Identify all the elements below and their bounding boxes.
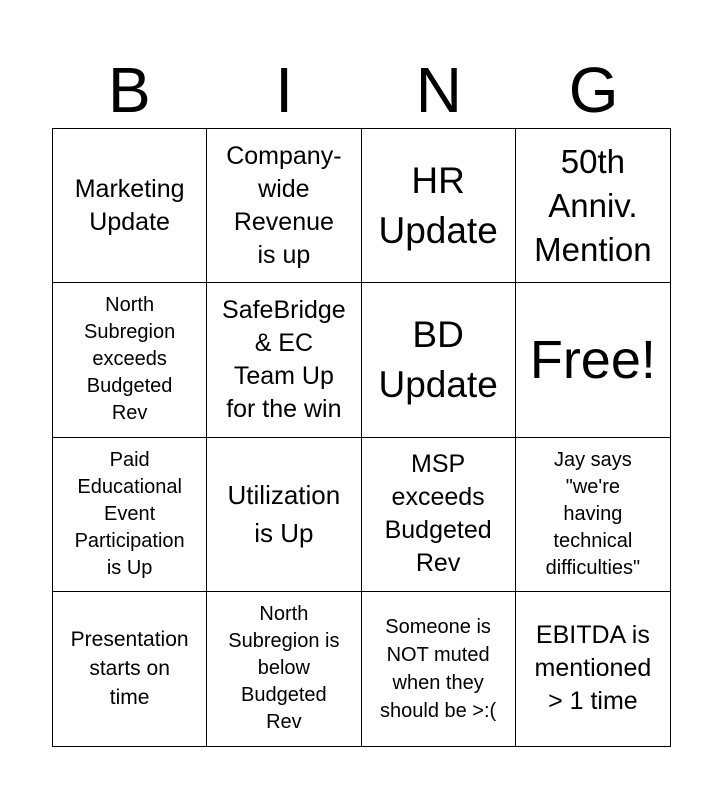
- bingo-cell[interactable]: [362, 283, 516, 437]
- bingo-cell[interactable]: [516, 129, 670, 283]
- bingo-cell[interactable]: [207, 592, 361, 746]
- header-letter-n: N: [415, 54, 462, 126]
- cell-text: BD Update: [378, 313, 498, 405]
- bingo-cell[interactable]: [53, 129, 207, 283]
- cell-text: Presentation starts on time: [70, 628, 189, 710]
- bingo-cell[interactable]: [516, 438, 670, 592]
- free-space-cell[interactable]: [516, 283, 670, 437]
- cell-text: MSP exceeds Budgeted Rev: [384, 450, 492, 578]
- cell-text: Free!: [529, 329, 656, 390]
- header-letter-i: I: [275, 54, 294, 126]
- cell-text: Jay says "we're having technical difficulties": [545, 448, 641, 579]
- cell-text: North Subregion exceeds Budgeted Rev: [84, 294, 176, 425]
- bingo-cell[interactable]: [53, 592, 207, 746]
- bingo-cell[interactable]: [53, 438, 207, 592]
- bingo-cell[interactable]: [53, 283, 207, 437]
- cell-text: 50th Anniv. Mention: [534, 142, 652, 268]
- cell-text: Marketing Update: [74, 174, 185, 236]
- bingo-header: [52, 52, 671, 128]
- cell-text: Utilization is Up: [227, 480, 341, 549]
- cell-text: Someone is NOT muted when they should be >:(: [380, 615, 497, 722]
- bingo-cell[interactable]: [362, 129, 516, 283]
- bingo-cell[interactable]: [207, 438, 361, 592]
- cell-text: HR Update: [378, 159, 498, 251]
- cell-text: Paid Educational Event Participation is Up: [74, 448, 185, 579]
- cell-text: North Subregion is below Budgeted Rev: [228, 603, 340, 734]
- cell-text: EBITDA is mentioned > 1 time: [534, 621, 652, 716]
- bingo-cell[interactable]: [516, 592, 670, 746]
- bingo-cell[interactable]: [207, 129, 361, 283]
- bingo-card-grid: [52, 128, 671, 747]
- cell-text: Company- wide Revenue is up: [226, 141, 342, 269]
- cell-text: SafeBridge & EC Team Up for the win: [222, 295, 346, 423]
- header-letter-b: B: [108, 54, 151, 126]
- header-letter-g: G: [568, 54, 619, 126]
- bingo-cell[interactable]: [362, 592, 516, 746]
- bingo-cell[interactable]: [207, 283, 361, 437]
- bingo-cell[interactable]: [362, 438, 516, 592]
